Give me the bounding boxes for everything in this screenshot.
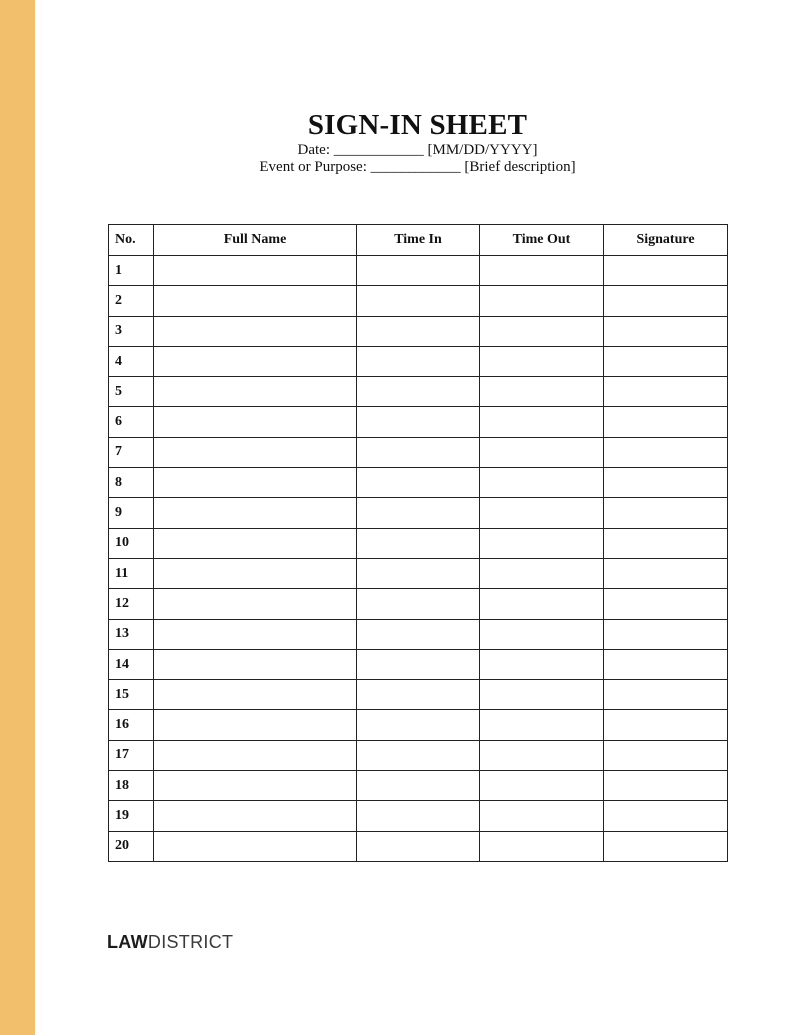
signature-cell[interactable] xyxy=(604,377,728,407)
full-name-cell[interactable] xyxy=(154,771,357,801)
table-row xyxy=(109,437,728,467)
full-name-cell[interactable] xyxy=(154,649,357,679)
time-in-cell[interactable] xyxy=(357,316,480,346)
full-name-cell[interactable] xyxy=(154,286,357,316)
full-name-cell[interactable] xyxy=(154,558,357,588)
row-number: 18 xyxy=(109,771,154,801)
header-signature: Signature xyxy=(604,225,728,256)
table-row xyxy=(109,710,728,740)
signature-cell[interactable] xyxy=(604,316,728,346)
row-number: 8 xyxy=(109,468,154,498)
signature-cell[interactable] xyxy=(604,710,728,740)
time-out-cell[interactable] xyxy=(480,407,604,437)
sign-in-table xyxy=(108,224,728,862)
signature-cell[interactable] xyxy=(604,498,728,528)
signature-cell[interactable] xyxy=(604,528,728,558)
date-line: Date: ____________ [MM/DD/YYYY] xyxy=(297,142,538,158)
lawdistrict-logo xyxy=(107,932,233,952)
time-out-cell[interactable] xyxy=(480,710,604,740)
row-number: 9 xyxy=(109,498,154,528)
full-name-cell[interactable] xyxy=(154,316,357,346)
full-name-cell[interactable] xyxy=(154,680,357,710)
time-in-cell[interactable] xyxy=(357,558,480,588)
signature-cell[interactable] xyxy=(604,468,728,498)
table-row xyxy=(109,619,728,649)
table-row xyxy=(109,468,728,498)
time-in-cell[interactable] xyxy=(357,801,480,831)
time-in-cell[interactable] xyxy=(357,740,480,770)
time-out-cell[interactable] xyxy=(480,740,604,770)
row-number: 12 xyxy=(109,589,154,619)
full-name-cell[interactable] xyxy=(154,831,357,861)
time-in-cell[interactable] xyxy=(357,710,480,740)
row-number: 20 xyxy=(109,831,154,861)
full-name-cell[interactable] xyxy=(154,437,357,467)
time-in-cell[interactable] xyxy=(357,346,480,376)
signature-cell[interactable] xyxy=(604,680,728,710)
time-out-cell[interactable] xyxy=(480,256,604,286)
table-row xyxy=(109,649,728,679)
row-number: 14 xyxy=(109,649,154,679)
signature-cell[interactable] xyxy=(604,771,728,801)
signature-cell[interactable] xyxy=(604,286,728,316)
signature-cell[interactable] xyxy=(604,346,728,376)
signature-cell[interactable] xyxy=(604,256,728,286)
signature-cell[interactable] xyxy=(604,831,728,861)
table-row xyxy=(109,377,728,407)
time-out-cell[interactable] xyxy=(480,649,604,679)
table-row xyxy=(109,256,728,286)
signature-cell[interactable] xyxy=(604,740,728,770)
table-row xyxy=(109,558,728,588)
full-name-cell[interactable] xyxy=(154,740,357,770)
full-name-cell[interactable] xyxy=(154,407,357,437)
table-row xyxy=(109,771,728,801)
full-name-cell[interactable] xyxy=(154,468,357,498)
time-in-cell[interactable] xyxy=(357,589,480,619)
full-name-cell[interactable] xyxy=(154,801,357,831)
table-row xyxy=(109,498,728,528)
event-purpose-line: Event or Purpose: ____________ [Brief description] xyxy=(259,159,576,175)
table-row xyxy=(109,407,728,437)
time-out-cell[interactable] xyxy=(480,498,604,528)
header-block xyxy=(35,108,800,176)
time-out-cell[interactable] xyxy=(480,286,604,316)
time-out-cell[interactable] xyxy=(480,437,604,467)
signature-cell[interactable] xyxy=(604,619,728,649)
time-out-cell[interactable] xyxy=(480,468,604,498)
table-row xyxy=(109,346,728,376)
row-number: 7 xyxy=(109,437,154,467)
full-name-cell[interactable] xyxy=(154,589,357,619)
time-in-cell[interactable] xyxy=(357,619,480,649)
row-number: 10 xyxy=(109,528,154,558)
signature-cell[interactable] xyxy=(604,649,728,679)
header-full-name: Full Name xyxy=(154,225,357,256)
time-out-cell[interactable] xyxy=(480,316,604,346)
row-number: 2 xyxy=(109,286,154,316)
time-out-cell[interactable] xyxy=(480,831,604,861)
accent-side-bar xyxy=(0,0,35,1035)
full-name-cell[interactable] xyxy=(154,256,357,286)
time-in-cell[interactable] xyxy=(357,771,480,801)
row-number: 11 xyxy=(109,558,154,588)
time-in-cell[interactable] xyxy=(357,286,480,316)
time-out-cell[interactable] xyxy=(480,801,604,831)
time-in-cell[interactable] xyxy=(357,437,480,467)
time-in-cell[interactable] xyxy=(357,407,480,437)
row-number: 17 xyxy=(109,740,154,770)
time-out-cell[interactable] xyxy=(480,619,604,649)
signature-cell[interactable] xyxy=(604,437,728,467)
logo-bold-text: LAW xyxy=(107,932,148,952)
time-in-cell[interactable] xyxy=(357,831,480,861)
table-row xyxy=(109,316,728,346)
time-in-cell[interactable] xyxy=(357,528,480,558)
table-row xyxy=(109,680,728,710)
time-out-cell[interactable] xyxy=(480,377,604,407)
time-out-cell[interactable] xyxy=(480,589,604,619)
row-number: 16 xyxy=(109,710,154,740)
row-number: 6 xyxy=(109,407,154,437)
row-number: 3 xyxy=(109,316,154,346)
table-row xyxy=(109,801,728,831)
time-out-cell[interactable] xyxy=(480,558,604,588)
time-out-cell[interactable] xyxy=(480,680,604,710)
time-in-cell[interactable] xyxy=(357,680,480,710)
table-row xyxy=(109,286,728,316)
time-out-cell[interactable] xyxy=(480,528,604,558)
time-in-cell[interactable] xyxy=(357,498,480,528)
header-time-out: Time Out xyxy=(480,225,604,256)
row-number: 13 xyxy=(109,619,154,649)
full-name-cell[interactable] xyxy=(154,710,357,740)
signature-cell[interactable] xyxy=(604,801,728,831)
table-row xyxy=(109,528,728,558)
signature-cell[interactable] xyxy=(604,407,728,437)
time-out-cell[interactable] xyxy=(480,346,604,376)
time-in-cell[interactable] xyxy=(357,468,480,498)
row-number: 1 xyxy=(109,256,154,286)
full-name-cell[interactable] xyxy=(154,346,357,376)
header-time-in: Time In xyxy=(357,225,480,256)
signature-cell[interactable] xyxy=(604,558,728,588)
time-in-cell[interactable] xyxy=(357,649,480,679)
table-header-row xyxy=(109,225,728,256)
table-row xyxy=(109,589,728,619)
time-in-cell[interactable] xyxy=(357,377,480,407)
table-row xyxy=(109,740,728,770)
header-no: No. xyxy=(109,225,154,256)
full-name-cell[interactable] xyxy=(154,377,357,407)
signature-cell[interactable] xyxy=(604,589,728,619)
row-number: 4 xyxy=(109,346,154,376)
row-number: 15 xyxy=(109,680,154,710)
full-name-cell[interactable] xyxy=(154,528,357,558)
full-name-cell[interactable] xyxy=(154,498,357,528)
logo-light-text: DISTRICT xyxy=(147,932,234,952)
row-number: 19 xyxy=(109,801,154,831)
full-name-cell[interactable] xyxy=(154,619,357,649)
time-in-cell[interactable] xyxy=(357,256,480,286)
document-title: SIGN-IN SHEET xyxy=(307,109,528,141)
time-out-cell[interactable] xyxy=(480,771,604,801)
table-row xyxy=(109,831,728,861)
row-number: 5 xyxy=(109,377,154,407)
